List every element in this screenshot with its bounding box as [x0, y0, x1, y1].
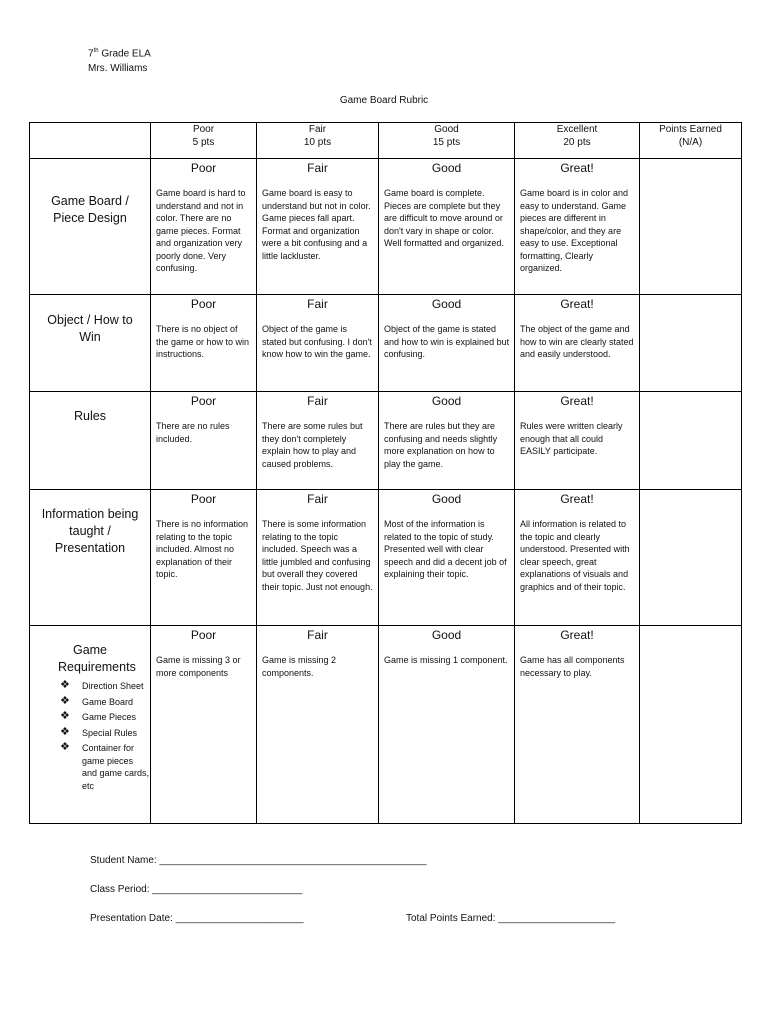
criterion-label: Information being taught / Presentation [41, 507, 139, 555]
rating-label: Poor [190, 297, 217, 311]
column-header-excellent [515, 123, 640, 159]
rating-description: Game is missing 2 components. [262, 655, 337, 678]
rating-description: There is no object of the game or how to win instructions. [156, 324, 250, 359]
rating-description: There are no rules included. [156, 421, 230, 444]
document-header [88, 44, 151, 76]
rating-label: Good [431, 628, 462, 642]
rating-label: Fair [307, 628, 328, 642]
grade-number: 7 [88, 48, 94, 60]
column-points: 15 pts [432, 137, 461, 148]
criteria-header-cell [30, 123, 151, 159]
criterion-cell [30, 626, 151, 824]
rubric-row-object [30, 295, 742, 392]
diamond-bullet-icon: ❖ [60, 694, 70, 707]
rating-label: Fair [307, 394, 328, 408]
student-name-field[interactable]: Student Name: ________________________________________________ [90, 855, 427, 866]
rubric-cell [151, 392, 257, 490]
rubric-cell [515, 159, 640, 295]
rating-label: Great! [560, 297, 594, 311]
points-earned-cell[interactable] [640, 295, 742, 392]
column-header-points-earned [640, 123, 742, 159]
rating-label: Good [431, 492, 462, 506]
column-points: 5 pts [192, 137, 215, 148]
list-item [58, 727, 150, 740]
rating-description: Game is missing 3 or more components [156, 655, 241, 678]
rubric-cell [379, 159, 515, 295]
rubric-row-requirements [30, 626, 742, 824]
rubric-cell [379, 392, 515, 490]
rubric-cell [515, 392, 640, 490]
column-label: Excellent [556, 124, 598, 135]
rating-description: There are some rules but they don't completely explain how to play and caused problems. [262, 421, 363, 469]
column-label: Good [434, 124, 459, 135]
rubric-cell [379, 626, 515, 824]
rating-description: Object of the game is stated but confusing. I don't know how to win the game. [262, 324, 372, 359]
rating-label: Fair [307, 492, 328, 506]
rating-label: Poor [190, 394, 217, 408]
column-points: 10 pts [303, 137, 332, 148]
list-item [58, 711, 150, 724]
rating-label: Great! [560, 161, 594, 175]
column-header-good [379, 123, 515, 159]
rating-description: The object of the game and how to win are clearly stated and easily understood. [520, 324, 634, 359]
points-earned-cell[interactable] [640, 626, 742, 824]
rubric-row-game-board [30, 159, 742, 295]
criterion-cell [30, 295, 151, 392]
grade-suffix: th [93, 48, 99, 54]
requirement-label: Game Board [82, 696, 134, 707]
rating-label: Great! [560, 492, 594, 506]
rating-description: There is no information relating to the topic included. Almost no explanation of their topic. [156, 519, 249, 579]
rating-description: Game is missing 1 component. [384, 655, 508, 665]
column-label: Poor [192, 124, 215, 135]
rubric-table [29, 122, 742, 824]
rubric-title: Game Board Rubric [339, 95, 429, 106]
rubric-cell [379, 490, 515, 626]
rubric-cell [257, 295, 379, 392]
criterion-cell [30, 159, 151, 295]
rating-description: Object of the game is stated and how to win is explained but confusing. [384, 324, 510, 359]
list-item [58, 696, 150, 709]
rubric-cell [151, 159, 257, 295]
class-period-field[interactable]: Class Period: ___________________________ [90, 884, 303, 895]
diamond-bullet-icon: ❖ [60, 679, 70, 691]
criterion-label: Game Board / Piece Design [51, 194, 129, 225]
criterion-label: Object / How to Win [47, 313, 133, 344]
column-header-poor [151, 123, 257, 159]
rubric-cell [257, 392, 379, 490]
rating-label: Poor [190, 628, 217, 642]
rating-description: Game has all components necessary to play. [520, 655, 625, 678]
rubric-cell [379, 295, 515, 392]
rubric-cell [257, 490, 379, 626]
criterion-label: Rules [74, 409, 106, 423]
column-label: Fair [308, 124, 327, 135]
rating-description: Game board is easy to understand but not in color. Game pieces fall apart. Format and organization were a bit confusing and a little lackluster. [262, 188, 371, 261]
rating-label: Good [431, 297, 462, 311]
grade-line [88, 44, 151, 61]
points-earned-cell[interactable] [640, 159, 742, 295]
rating-label: Good [431, 161, 462, 175]
rating-label: Poor [190, 492, 217, 506]
criterion-label: Game Requirements [58, 643, 136, 674]
criterion-cell [30, 490, 151, 626]
column-points: (N/A) [678, 137, 703, 148]
rubric-cell [515, 295, 640, 392]
points-earned-cell[interactable] [640, 392, 742, 490]
grade-label: Grade ELA [98, 48, 151, 60]
rating-description: Most of the information is related to the topic of study. Presented well with clear speech and did a decent job of explaining their topic. [384, 519, 507, 579]
rating-label: Fair [307, 161, 328, 175]
rubric-cell [515, 626, 640, 824]
rating-label: Good [431, 394, 462, 408]
requirement-label: Special Rules [82, 727, 138, 738]
rating-label: Great! [560, 394, 594, 408]
list-item [58, 742, 150, 792]
rating-label: Poor [190, 161, 217, 175]
rubric-cell [515, 490, 640, 626]
header-row [30, 123, 742, 159]
rating-label: Fair [307, 297, 328, 311]
rubric-row-rules [30, 392, 742, 490]
criterion-cell [30, 392, 151, 490]
diamond-bullet-icon: ❖ [60, 710, 70, 722]
column-header-fair [257, 123, 379, 159]
rubric-cell [257, 626, 379, 824]
diamond-bullet-icon: ❖ [60, 741, 70, 753]
rubric-cell [257, 159, 379, 295]
rating-description: Rules were written clearly enough that all could EASILY participate. [520, 421, 623, 456]
requirements-list [30, 680, 150, 792]
rubric-cell [151, 295, 257, 392]
rating-description: All information is related to the topic and clearly understood. Presented with clear speech, great explanations of visuals and graphics and of their topic. [520, 519, 630, 592]
requirement-label: Game Pieces [82, 712, 137, 722]
rubric-cell [151, 626, 257, 824]
rubric-cell [151, 490, 257, 626]
diamond-bullet-icon: ❖ [60, 725, 70, 738]
rating-description: There is some information relating to the topic included. Speech was a little jumbled and confusing but overall they covered their topic. Just not enough. [262, 519, 373, 592]
rubric-row-information [30, 490, 742, 626]
presentation-date-field[interactable]: Presentation Date: _______________________ [90, 913, 304, 924]
rating-description: Game board is hard to understand and not in color. There are no game pieces. Format and organization very poorly done. Very confusing. [156, 188, 246, 273]
requirement-label: Direction Sheet [82, 681, 144, 691]
column-points: 20 pts [563, 137, 591, 148]
list-item [58, 680, 150, 693]
total-points-field[interactable]: Total Points Earned: _____________________ [406, 913, 616, 924]
points-earned-cell[interactable] [640, 490, 742, 626]
requirement-label: Container for game pieces and game cards, etc [82, 743, 150, 791]
rating-description: Game board is in color and easy to understand. Game pieces are different in shape/color, and they are easy to use. Exceptional formatting, Clearly organized. [520, 188, 629, 273]
rating-label: Great! [560, 628, 594, 642]
teacher-name: Mrs. Williams [88, 63, 148, 75]
rating-description: There are rules but they are confusing and needs slightly more explanation on how to play the game. [384, 421, 498, 469]
column-label: Points Earned [659, 124, 722, 135]
rating-description: Game board is complete. Pieces are complete but they are difficult to move around or don't vary in shape or color. Well formatted and organized. [384, 188, 504, 248]
